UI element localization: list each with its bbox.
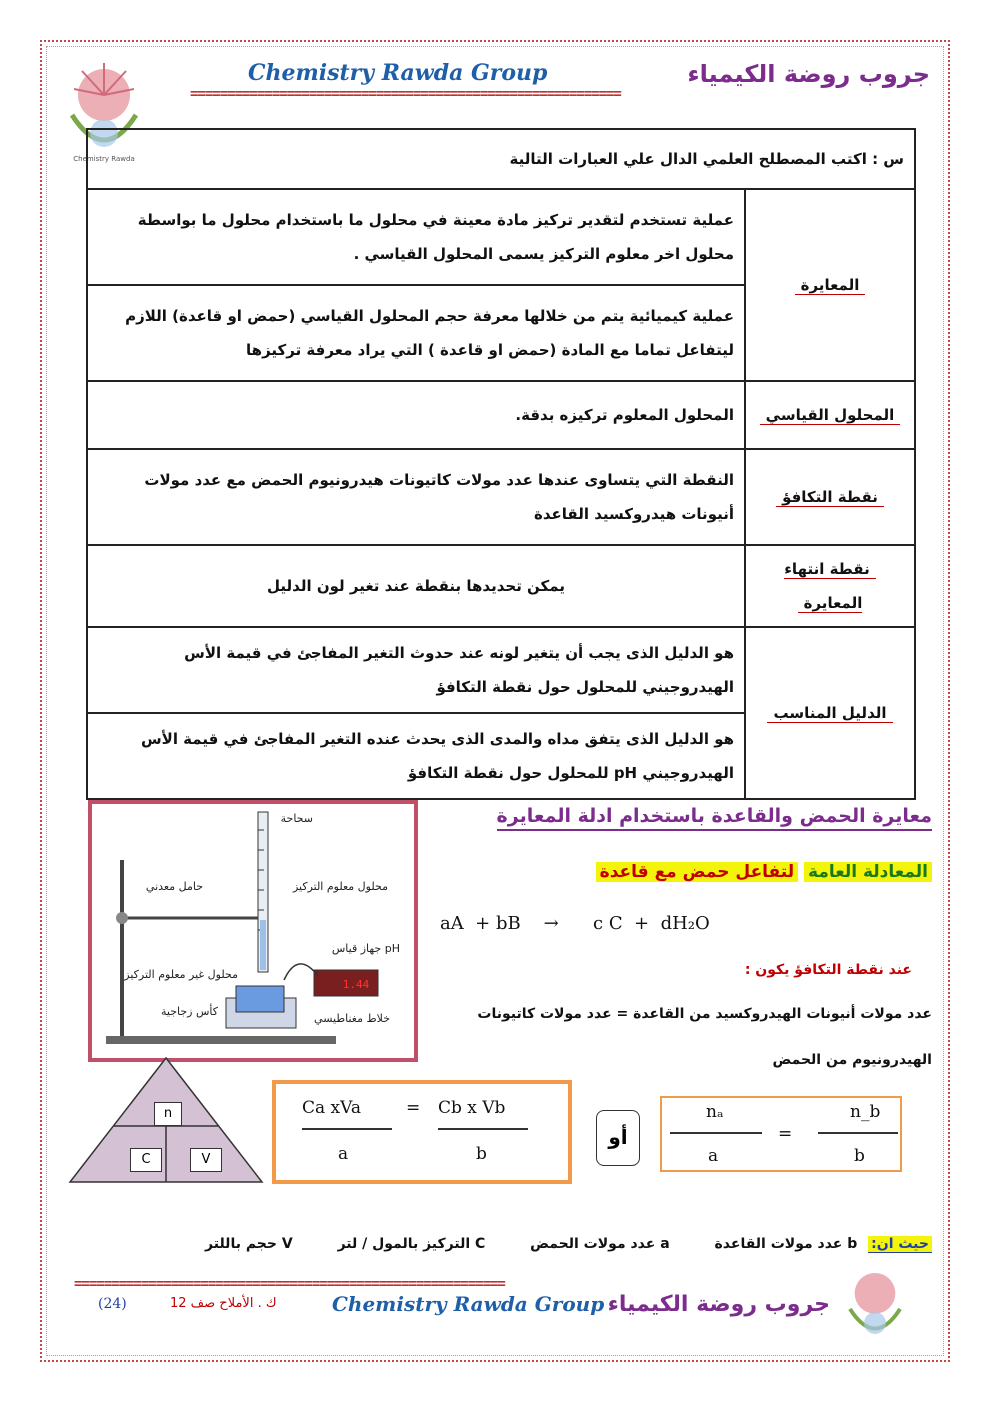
- titration-apparatus-figure: [88, 800, 418, 1062]
- where-label: حيث ان:: [868, 1236, 932, 1253]
- term-equivalence-point: نقطة التكافؤ: [745, 449, 915, 545]
- formula-ca-va: Ca xVa: [302, 1098, 361, 1118]
- moles-statement-2: الهيدرونيوم من الحمض: [772, 1052, 932, 1068]
- table-row: [87, 381, 915, 449]
- fraction-bar: [438, 1128, 528, 1130]
- table-row: [87, 627, 915, 713]
- triangle-n-box: n: [154, 1102, 182, 1126]
- term-standard-solution: المحلول القياسي: [745, 381, 915, 449]
- label-ph-meter: جهاز قياس pH: [331, 942, 400, 955]
- dilution-formula-box: [272, 1080, 572, 1184]
- terms-table: [86, 128, 916, 800]
- label-burette: سحاحة: [280, 812, 313, 825]
- term-suitable-indicator: الدليل المناسب: [745, 627, 915, 799]
- formula2-den-a: a: [708, 1146, 719, 1166]
- general-equation-label: المعادلة العامة لتفاعل حمض مع قاعدة: [596, 862, 932, 882]
- definition-cell: عملية تستخدم لتقدير تركيز مادة معينة في محلول ما باستخدام محلول ما بواسطة محلول اخر معلوم التركيز يسمى المحلول القياسي .: [87, 189, 745, 285]
- formula-equals: =: [406, 1098, 421, 1118]
- fraction-bar: [818, 1132, 898, 1134]
- header-english: Chemistry Rawda Group: [248, 60, 548, 86]
- ph-display: 1.44: [342, 978, 370, 991]
- fraction-bar: [302, 1128, 392, 1130]
- footer-divider: ==========================================================: [74, 1276, 505, 1292]
- definition-cell: النقطة التي يتساوى عندها عدد مولات كاتيونات هيدرونيوم الحمض مع عدد مولات أنيونات هيدروكسيد القاعدة: [87, 449, 745, 545]
- formula-cb-vb: Cb x Vb: [438, 1098, 506, 1118]
- table-row: [87, 449, 915, 545]
- table-row: [87, 129, 915, 189]
- page-number: (24): [98, 1296, 127, 1312]
- formula-na: nₐ: [706, 1102, 724, 1122]
- footer-arabic: جروب روضة الكيمياء: [607, 1292, 830, 1317]
- moles-statement-1: عدد مولات أنيونات الهيدروكسيد من القاعدة = عدد مولات كاتيونات: [477, 1006, 932, 1022]
- formula2-equals: =: [778, 1124, 793, 1144]
- table-row: [87, 545, 915, 627]
- definition-cell: عملية كيميائية يتم من خلالها معرفة حجم المحلول القياسي (حمض او قاعدة) اللازم ليتفاعل تماما مع المادة (حمض او قاعدة ) التي يراد معرفة تركيزها: [87, 285, 745, 381]
- definition-cell: هو الدليل الذى يجب أن يتغير لونه عند حدوث التغير المفاجئ في قيمة الأس الهيدروجيني للمحلول حول نقطة التكافؤ: [87, 627, 745, 713]
- lesson-label: ك . الأملاح صف 12: [170, 1296, 277, 1311]
- formula-nb: n_b: [850, 1102, 881, 1122]
- label-unknown-solution: محلول غير معلوم التركيز: [124, 968, 238, 981]
- section-title: معايرة الحمض والقاعدة باستخدام ادلة المعايرة: [497, 805, 932, 831]
- at-equivalence-label: عند نقطة التكافؤ يكون :: [744, 962, 912, 978]
- moles-ratio-formula-box: [660, 1096, 902, 1172]
- label-beaker: كأس زجاجية: [161, 1005, 218, 1018]
- formula2-den-b: b: [854, 1146, 865, 1166]
- triangle-v-box: V: [190, 1148, 222, 1172]
- table-row: [87, 189, 915, 285]
- formula-den-a: a: [338, 1144, 349, 1164]
- variable-legend: حيث ان: b عدد مولات القاعدة a عدد مولات الحمض C التركيز بالمول / لتر V حجم باللتر: [205, 1236, 932, 1252]
- definition-cell: المحلول المعلوم تركيزه بدقة.: [87, 381, 745, 449]
- footer-english: Chemistry Rawda Group: [332, 1292, 605, 1316]
- header-arabic: جروب روضة الكيمياء: [687, 60, 930, 88]
- term-titration: المعايرة: [745, 189, 915, 381]
- label-known-solution: محلول معلوم التركيز: [292, 880, 388, 893]
- definition-cell: يمكن تحديدها بنقطة عند تغير لون الدليل: [87, 545, 745, 627]
- triangle-c-box: C: [130, 1148, 162, 1172]
- svg-text:Chemistry Rawda: Chemistry Rawda: [73, 155, 135, 163]
- logo-bottom-icon: [836, 1262, 914, 1352]
- definition-cell: هو الدليل الذى يتفق مداه والمدى الذى يحدث عنده التغير المفاجئ في قيمة الأس الهيدروجيني pH للمحلول حول نقطة التكافؤ: [87, 713, 745, 799]
- formula-den-b: b: [476, 1144, 487, 1164]
- term-end-point: نقطة انتهاء المعايرة: [745, 545, 915, 627]
- reaction-equation: aA + bB → c C + dH₂O: [440, 913, 710, 934]
- label-stand: حامل معدني: [145, 880, 203, 893]
- label-stirrer: خلاط مغناطيسي: [314, 1012, 390, 1025]
- or-label: أو: [596, 1110, 640, 1166]
- fraction-bar: [670, 1132, 762, 1134]
- header-divider: ==========================================================: [190, 86, 621, 102]
- question-title: س : اكتب المصطلح العلمي الدال علي العبارات التالية: [87, 129, 915, 189]
